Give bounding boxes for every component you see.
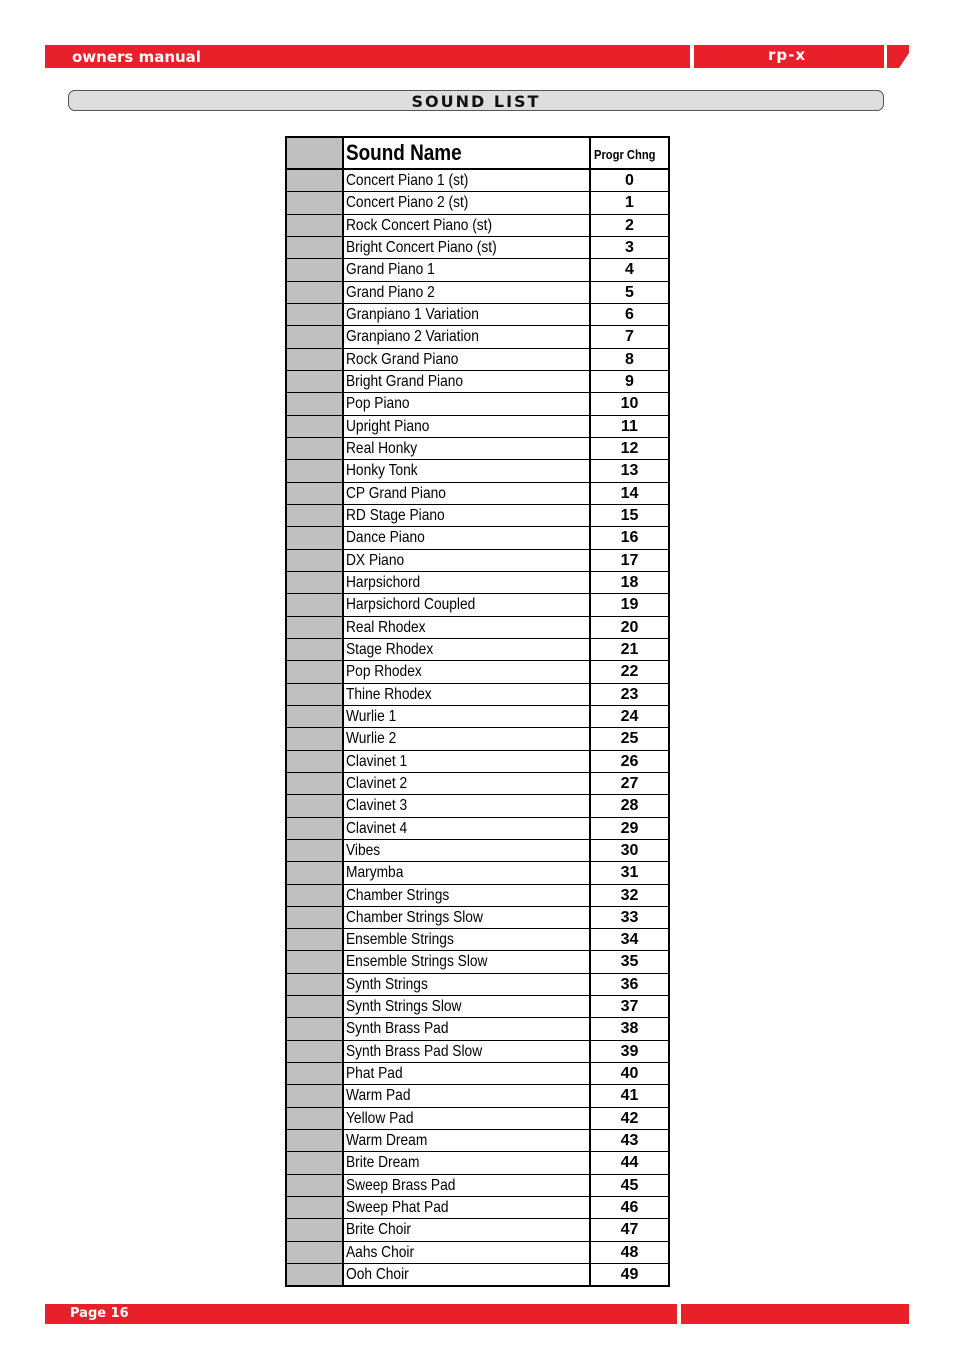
program-change-cell: 47: [620, 1221, 639, 1239]
program-change-cell: 9: [625, 372, 634, 390]
sound-name-cell: Phat Pad: [344, 1063, 591, 1084]
program-change-cell: 6: [625, 305, 634, 323]
table-row: [287, 370, 668, 392]
program-change-cell: 45: [620, 1176, 639, 1194]
table-row: [287, 504, 668, 526]
sound-name-cell: RD Stage Piano: [344, 505, 591, 526]
row-blank-cell: [287, 572, 344, 593]
row-blank-cell: [287, 237, 344, 258]
sound-name-cell: Clavinet 2: [344, 773, 591, 794]
sound-name-cell: Harpsichord Coupled: [344, 594, 591, 615]
sound-name-cell: Clavinet 1: [344, 751, 591, 772]
row-blank-cell: [287, 661, 344, 682]
program-change-cell: 19: [620, 596, 639, 614]
table-row: [287, 169, 668, 191]
row-blank-cell: [287, 795, 344, 816]
footer-bar-left: [45, 1304, 677, 1324]
program-change-cell: 44: [620, 1154, 639, 1172]
row-blank-cell: [287, 438, 344, 459]
program-change-cell: 0: [625, 172, 634, 189]
program-change-cell: 2: [625, 216, 634, 234]
sound-name-cell: Chamber Strings: [344, 885, 591, 906]
sound-name-cell: Sweep Phat Pad: [344, 1197, 591, 1218]
program-change-cell: 30: [620, 841, 639, 859]
table-row: [287, 303, 668, 325]
table-row: [287, 638, 668, 660]
program-change-cell: 40: [620, 1065, 639, 1083]
sound-name-cell: Clavinet 4: [344, 818, 591, 839]
program-change-cell: 17: [620, 551, 639, 569]
program-change-cell: 49: [620, 1266, 639, 1284]
page-number: Page 16: [70, 1306, 129, 1321]
row-blank-cell: [287, 1152, 344, 1173]
row-blank-cell: [287, 1242, 344, 1263]
table-row: [287, 191, 668, 213]
program-change-cell: 5: [625, 283, 634, 301]
program-change-cell: 31: [620, 864, 639, 882]
program-change-cell: 26: [620, 752, 639, 770]
program-change-cell: 22: [620, 663, 639, 681]
row-blank-cell: [287, 304, 344, 325]
row-blank-cell: [287, 617, 344, 638]
row-blank-cell: [287, 215, 344, 236]
table-row: [287, 1040, 668, 1062]
table-row: [287, 236, 668, 258]
sound-name-cell: Yellow Pad: [344, 1108, 591, 1129]
row-blank-cell: [287, 505, 344, 526]
row-blank-cell: [287, 862, 344, 883]
table-row: [287, 1107, 668, 1129]
sound-name-cell: Ensemble Strings Slow: [344, 951, 591, 972]
sound-name-cell: Brite Dream: [344, 1152, 591, 1173]
program-change-cell: 8: [625, 350, 634, 368]
program-change-cell: 3: [625, 238, 634, 256]
program-change-cell: 20: [620, 618, 639, 636]
table-row: [287, 325, 668, 347]
table-row: [287, 727, 668, 749]
sound-name-cell: Upright Piano: [344, 416, 591, 437]
row-blank-cell: [287, 1130, 344, 1151]
program-change-cell: 12: [620, 439, 639, 457]
row-blank-cell: [287, 326, 344, 347]
row-blank-cell: [287, 1264, 344, 1285]
program-change-cell: 1: [625, 194, 634, 212]
program-change-cell: 27: [620, 774, 639, 792]
program-change-cell: 43: [620, 1132, 639, 1150]
row-blank-cell: [287, 684, 344, 705]
program-change-cell: 7: [625, 328, 634, 346]
table-row: [287, 1174, 668, 1196]
sound-name-cell: Ooh Choir: [344, 1264, 591, 1285]
sound-name-cell: Honky Tonk: [344, 460, 591, 481]
table-row: [287, 928, 668, 950]
row-blank-cell: [287, 483, 344, 504]
row-blank-cell: [287, 349, 344, 370]
program-change-cell: 39: [620, 1042, 639, 1060]
manual-title: owners manual: [72, 48, 201, 66]
sound-name-cell: Warm Dream: [344, 1130, 591, 1151]
program-change-cell: 42: [620, 1109, 639, 1127]
table-row: [287, 794, 668, 816]
table-row: [287, 1151, 668, 1173]
row-blank-cell: [287, 1085, 344, 1106]
table-row: [287, 281, 668, 303]
sound-name-cell: Stage Rhodex: [344, 639, 591, 660]
sound-name-cell: Synth Brass Pad Slow: [344, 1041, 591, 1062]
program-change-cell: 24: [620, 707, 639, 725]
row-blank-cell: [287, 1197, 344, 1218]
sound-name-cell: Vibes: [344, 840, 591, 861]
sound-name-cell: Chamber Strings Slow: [344, 907, 591, 928]
row-blank-cell: [287, 773, 344, 794]
table-row: [287, 817, 668, 839]
row-blank-cell: [287, 1175, 344, 1196]
table-row: [287, 526, 668, 548]
program-change-cell: 32: [620, 886, 639, 904]
table-row: [287, 772, 668, 794]
sound-name-cell: Wurlie 2: [344, 728, 591, 749]
table-row: [287, 571, 668, 593]
table-row: [287, 1017, 668, 1039]
program-change-cell: 38: [620, 1020, 639, 1038]
row-blank-cell: [287, 974, 344, 995]
header-corner-tab: [887, 45, 909, 68]
table-row: [287, 549, 668, 571]
program-change-cell: 34: [620, 931, 639, 949]
sound-name-cell: Rock Grand Piano: [344, 349, 591, 370]
sound-name-cell: Synth Strings: [344, 974, 591, 995]
row-blank-cell: [287, 1041, 344, 1062]
table-row: [287, 415, 668, 437]
row-blank-cell: [287, 907, 344, 928]
table-row: [287, 1196, 668, 1218]
table-row: [287, 683, 668, 705]
table-row: [287, 214, 668, 236]
sound-name-cell: Grand Piano 1: [344, 259, 591, 280]
row-blank-cell: [287, 996, 344, 1017]
column-header-progr-chng: Progr Chng: [593, 147, 656, 162]
program-change-cell: 16: [620, 529, 639, 547]
row-blank-cell: [287, 259, 344, 280]
program-change-cell: 10: [620, 395, 639, 413]
program-change-cell: 13: [620, 462, 639, 480]
row-blank-cell: [287, 170, 344, 191]
sound-name-cell: Bright Grand Piano: [344, 371, 591, 392]
program-change-cell: 28: [620, 797, 639, 815]
sound-name-cell: Clavinet 3: [344, 795, 591, 816]
sound-name-cell: Bright Concert Piano (st): [344, 237, 591, 258]
table-row: [287, 616, 668, 638]
row-blank-cell: [287, 951, 344, 972]
sound-name-cell: Grand Piano 2: [344, 282, 591, 303]
sound-name-cell: Pop Piano: [344, 393, 591, 414]
sound-name-cell: CP Grand Piano: [344, 483, 591, 504]
program-change-cell: 21: [620, 640, 639, 658]
row-blank-cell: [287, 639, 344, 660]
row-blank-cell: [287, 1018, 344, 1039]
sound-name-cell: Real Honky: [344, 438, 591, 459]
row-blank-cell: [287, 1063, 344, 1084]
program-change-cell: 35: [620, 953, 639, 971]
row-blank-cell: [287, 929, 344, 950]
table-header-blank-cell: [287, 138, 344, 168]
row-blank-cell: [287, 840, 344, 861]
sound-name-cell: Brite Choir: [344, 1219, 591, 1240]
sound-name-cell: Harpsichord: [344, 572, 591, 593]
sound-name-cell: Synth Strings Slow: [344, 996, 591, 1017]
table-header-row: [287, 138, 668, 169]
row-blank-cell: [287, 371, 344, 392]
table-row: [287, 482, 668, 504]
footer-bar-right: [681, 1304, 909, 1324]
sound-name-cell: Aahs Choir: [344, 1242, 591, 1263]
section-title: SOUND LIST: [411, 92, 541, 111]
program-change-cell: 25: [620, 730, 639, 748]
row-blank-cell: [287, 751, 344, 772]
sound-list-table: [285, 136, 670, 1287]
model-name: rp-x: [768, 46, 807, 64]
program-change-cell: 15: [620, 506, 639, 524]
table-row: [287, 973, 668, 995]
program-change-cell: 23: [620, 685, 639, 703]
column-header-sound-name: Sound Name: [344, 138, 591, 168]
sound-name-cell: Rock Concert Piano (st): [344, 215, 591, 236]
sound-name-cell: Granpiano 2 Variation: [344, 326, 591, 347]
table-row: [287, 258, 668, 280]
sound-name-cell: Warm Pad: [344, 1085, 591, 1106]
row-blank-cell: [287, 818, 344, 839]
row-blank-cell: [287, 885, 344, 906]
row-blank-cell: [287, 594, 344, 615]
program-change-cell: 11: [621, 417, 638, 435]
table-row: [287, 348, 668, 370]
table-row: [287, 1084, 668, 1106]
row-blank-cell: [287, 192, 344, 213]
table-row: [287, 437, 668, 459]
sound-name-cell: Concert Piano 1 (st): [344, 170, 591, 191]
row-blank-cell: [287, 416, 344, 437]
sound-name-cell: Synth Brass Pad: [344, 1018, 591, 1039]
row-blank-cell: [287, 706, 344, 727]
table-row: [287, 459, 668, 481]
program-change-cell: 46: [620, 1199, 639, 1217]
table-row: [287, 1062, 668, 1084]
table-row: [287, 884, 668, 906]
program-change-cell: 36: [620, 975, 639, 993]
table-row: [287, 593, 668, 615]
table-row: [287, 950, 668, 972]
program-change-cell: 33: [620, 908, 639, 926]
sound-name-cell: Pop Rhodex: [344, 661, 591, 682]
table-row: [287, 392, 668, 414]
program-change-cell: 4: [625, 261, 634, 279]
table-row: [287, 660, 668, 682]
sound-name-cell: Ensemble Strings: [344, 929, 591, 950]
row-blank-cell: [287, 728, 344, 749]
program-change-cell: 37: [620, 998, 639, 1016]
sound-name-cell: Wurlie 1: [344, 706, 591, 727]
program-change-cell: 14: [620, 484, 639, 502]
table-row: [287, 705, 668, 727]
table-row: [287, 1263, 668, 1285]
program-change-cell: 41: [620, 1087, 639, 1105]
sound-name-cell: Granpiano 1 Variation: [344, 304, 591, 325]
table-row: [287, 1218, 668, 1240]
sound-name-cell: DX Piano: [344, 550, 591, 571]
table-row: [287, 906, 668, 928]
sound-name-cell: Real Rhodex: [344, 617, 591, 638]
table-row: [287, 1129, 668, 1151]
program-change-cell: 29: [620, 819, 639, 837]
row-blank-cell: [287, 1219, 344, 1240]
table-row: [287, 995, 668, 1017]
table-row: [287, 861, 668, 883]
sound-name-cell: Concert Piano 2 (st): [344, 192, 591, 213]
row-blank-cell: [287, 1108, 344, 1129]
sound-name-cell: Sweep Brass Pad: [344, 1175, 591, 1196]
program-change-cell: 48: [620, 1243, 639, 1261]
row-blank-cell: [287, 460, 344, 481]
sound-name-cell: Dance Piano: [344, 527, 591, 548]
table-row: [287, 839, 668, 861]
section-header: [68, 90, 884, 111]
sound-name-cell: Marymba: [344, 862, 591, 883]
table-row: [287, 1241, 668, 1263]
row-blank-cell: [287, 393, 344, 414]
program-change-cell: 18: [620, 573, 639, 591]
sound-name-cell: Thine Rhodex: [344, 684, 591, 705]
row-blank-cell: [287, 527, 344, 548]
table-row: [287, 750, 668, 772]
row-blank-cell: [287, 282, 344, 303]
row-blank-cell: [287, 550, 344, 571]
